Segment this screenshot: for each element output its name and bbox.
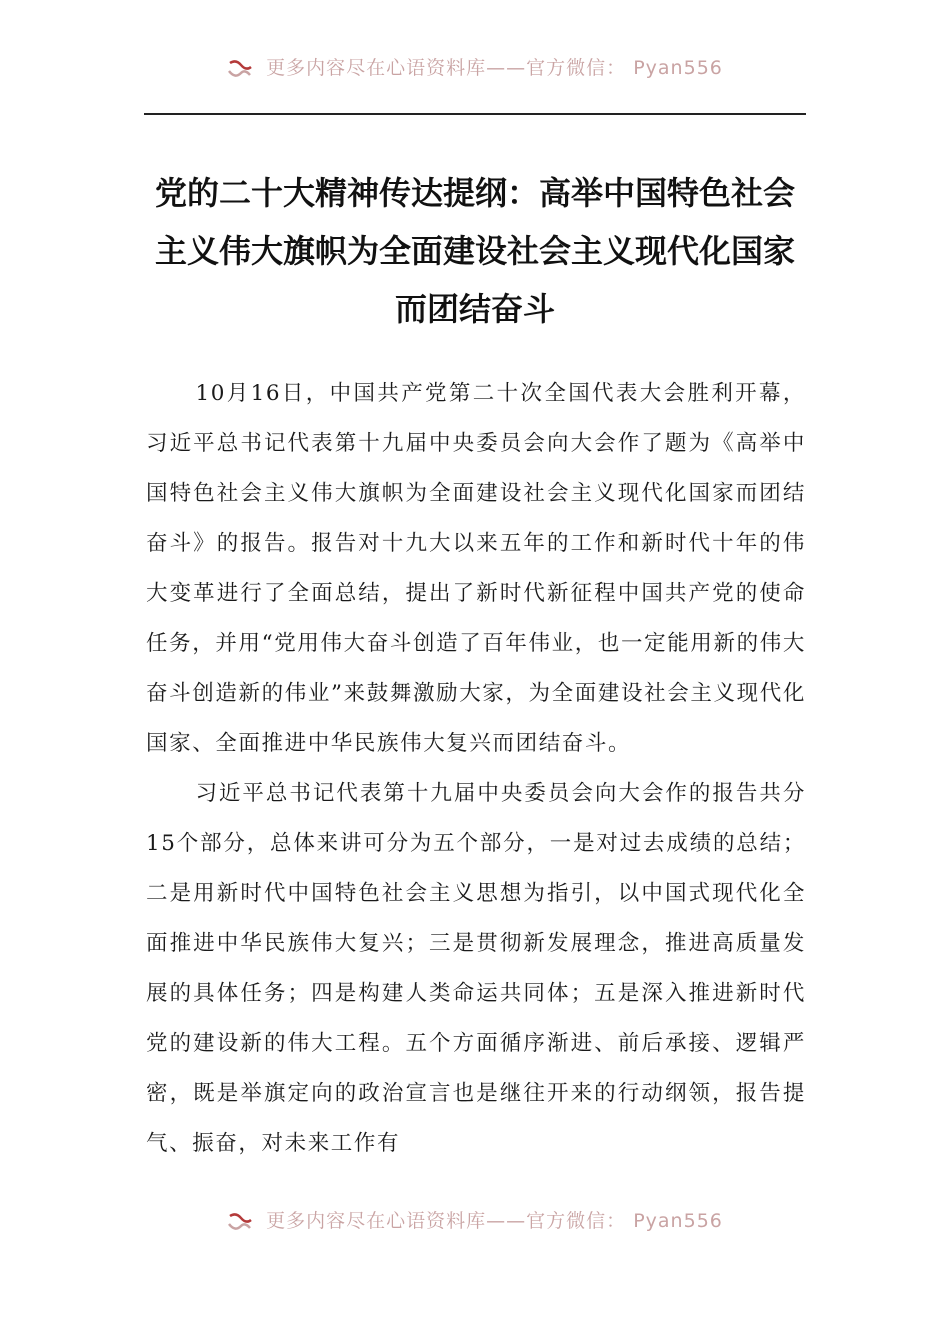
paragraph-1: 10月16日，中国共产党第二十次全国代表大会胜利开幕，习近平总书记代表第十九届中央委员会向大会作了题为《高举中国特色社会主义伟大旗帜为全面建设社会主义现代化国家而团结奋斗》的报告。报告对十九大以来五年的工作和新时代十年的伟大变革进行了全面总结，提出了新时代新征程中国共产党的使命任务，并用“党用伟大奋斗创造了百年伟业，也一定能用新的伟大奋斗创造新的伟业”来鼓舞激励大家，为全面建设社会主义现代化国家、全面推进中华民族伟大复兴而团结奋斗。 xyxy=(146,381,806,756)
document-body xyxy=(146,369,806,1169)
logo-icon xyxy=(227,1212,253,1232)
paragraph-2: 习近平总书记代表第十九届中央委员会向大会作的报告共分15个部分，总体来讲可分为五个部分，一是对过去成绩的总结；二是用新时代中国特色社会主义思想为指引，以中国式现代化全面推进中华民族伟大复兴；三是贯彻新发展理念，推进高质量发展的具体任务；四是构建人类命运共同体；五是深入推进新时代党的建设新的伟大工程。五个方面循序渐进、前后承接、逻辑严密，既是举旗定向的政治宣言也是继往开来的行动纲领，报告提气、振奋，对未来工作有 xyxy=(146,781,806,1156)
document-title: 党的二十大精神传达提纲：高举中国特色社会主义伟大旗帜为全面建设社会主义现代化国家而团结奋斗 xyxy=(154,174,795,328)
watermark-text: 更多内容尽在心语资料库——官方微信： Pyan556 xyxy=(266,1210,723,1232)
footer-watermark xyxy=(0,1209,950,1233)
watermark-text: 更多内容尽在心语资料库——官方微信： Pyan556 xyxy=(266,57,723,79)
logo-icon xyxy=(227,59,253,79)
header-watermark xyxy=(0,56,950,80)
header-divider xyxy=(144,113,806,115)
